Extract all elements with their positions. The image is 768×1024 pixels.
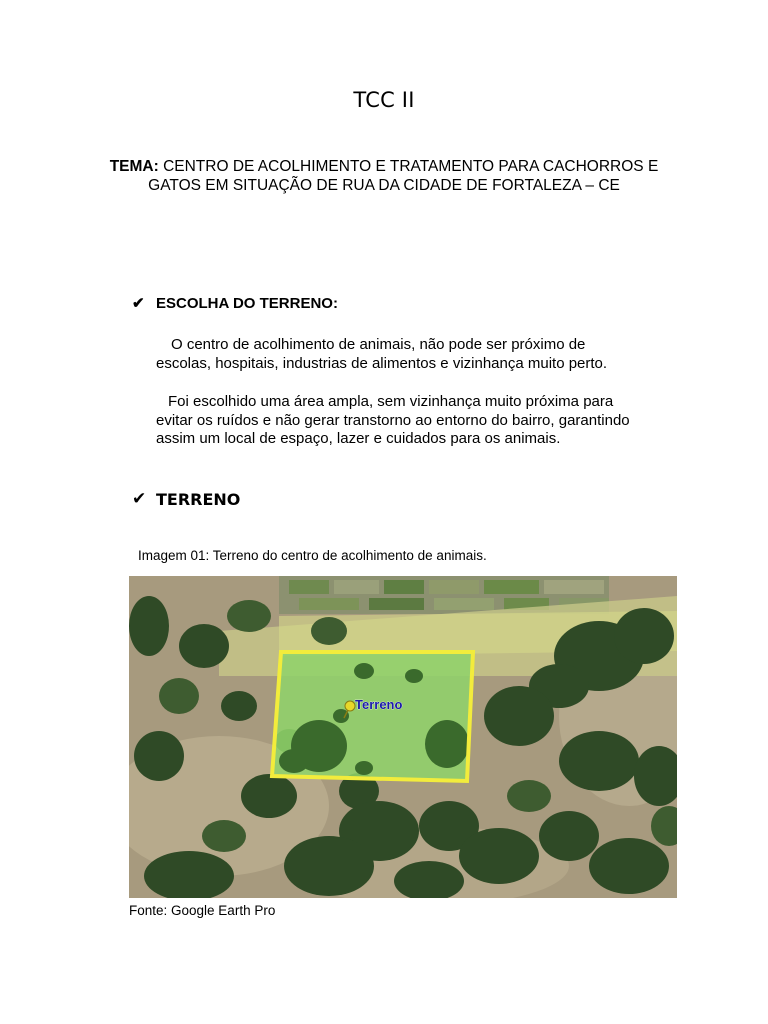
aerial-map-image: [129, 576, 677, 898]
tema-block: [60, 157, 708, 195]
tema-line-1: [60, 157, 708, 176]
section-heading-text: ESCOLHA DO TERRENO:: [156, 294, 338, 312]
paragraph-1-line-2: escolas, hospitais, industrias de alimentos e vizinhança muito perto.: [156, 354, 608, 372]
section-heading-text: TERRENO: [156, 489, 241, 509]
figure-caption: Imagem 01: Terreno do centro de acolhimento de animais.: [138, 548, 487, 563]
map-plot-label: Terreno: [355, 697, 403, 712]
tema-label: TEMA:: [109, 158, 159, 175]
figure-source: Fonte: Google Earth Pro: [129, 903, 276, 918]
paragraph-2-line-1: Foi escolhido uma área ampla, sem vizinhança muito próxima para: [168, 393, 614, 410]
tema-text-2: GATOS EM SITUAÇÃO DE RUA DA CIDADE DE FORTALEZA – CE: [148, 177, 620, 194]
paragraph-2: [156, 393, 676, 449]
paragraph-1-line-1: O centro de acolhimento de animais, não pode ser próximo de: [171, 336, 586, 353]
checkmark-icon: ✔: [132, 489, 147, 509]
section-escolha-heading: [132, 294, 338, 312]
section-terreno-heading: [132, 489, 240, 509]
document-title: TCC II: [353, 88, 415, 112]
checkmark-icon: ✔: [132, 295, 145, 312]
tema-text-1: CENTRO DE ACOLHIMENTO E TRATAMENTO PARA CACHORROS E: [163, 158, 659, 175]
paragraph-2-line-3: assim um local de espaço, lazer e cuidados para os animais.: [156, 430, 561, 447]
paragraph-1: [156, 336, 676, 373]
paragraph-2-line-2: evitar os ruídos e não gerar transtorno ao entorno do bairro, garantindo: [156, 411, 630, 429]
